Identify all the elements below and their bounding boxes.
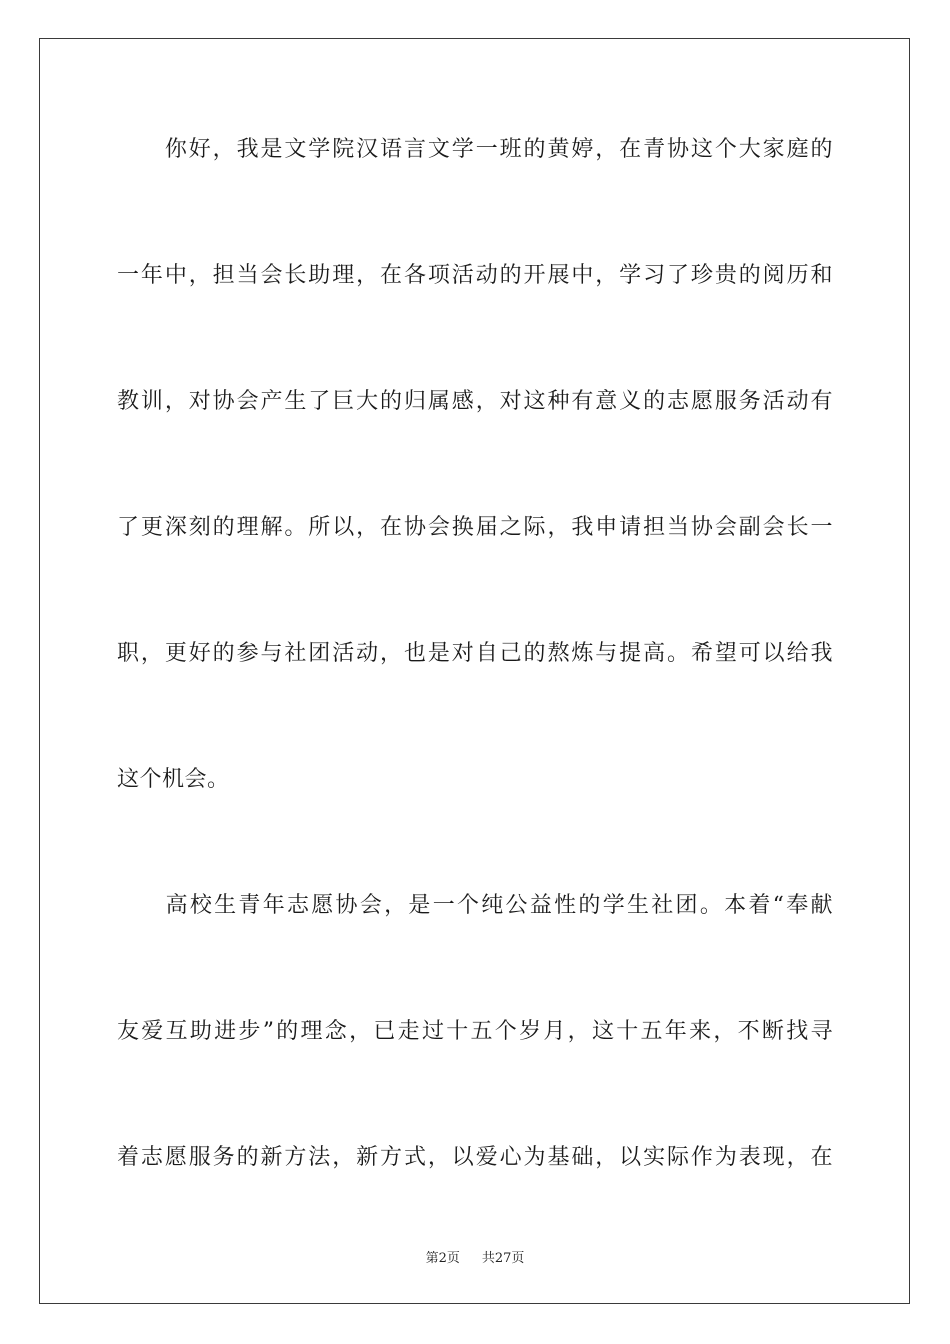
text-line: 高校生青年志愿协会，是一个纯公益性的学生社团。本着“奉献	[117, 893, 833, 918]
paragraph-1	[117, 118, 833, 874]
text-line: 一年中，担当会长助理，在各项活动的开展中，学习了珍贵的阅历和	[117, 263, 833, 288]
page-footer	[0, 1247, 950, 1266]
page-total: 共27页	[481, 1251, 525, 1266]
document-body	[117, 118, 833, 1252]
text-line: 了更深刻的理解。所以，在协会换届之际，我申请担当协会副会长一	[117, 515, 833, 540]
text-line: 你好，我是文学院汉语言文学一班的黄婷，在青协这个大家庭的	[117, 137, 833, 162]
text-line: 教训，对协会产生了巨大的归属感，对这种有意义的志愿服务活动有	[117, 389, 833, 414]
page-number: 第2页	[425, 1251, 460, 1266]
text-line: 这个机会。	[117, 767, 230, 792]
text-line: 职，更好的参与社团活动，也是对自己的熬炼与提高。希望可以给我	[117, 641, 833, 666]
text-line: 友爱互助进步”的理念，已走过十五个岁月，这十五年来，不断找寻	[117, 1019, 833, 1044]
text-line: 着志愿服务的新方法，新方式，以爱心为基础，以实际作为表现，在	[117, 1145, 833, 1170]
paragraph-2	[117, 874, 833, 1252]
